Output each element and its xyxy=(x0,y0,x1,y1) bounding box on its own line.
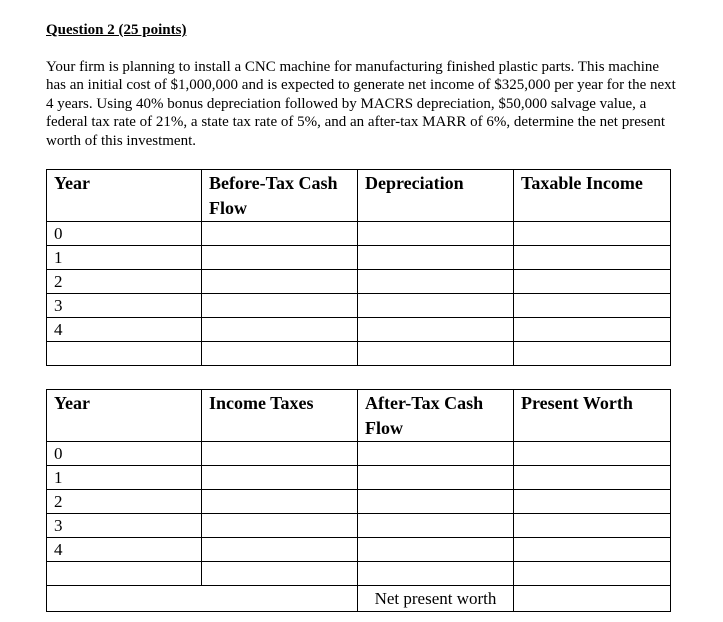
table-row xyxy=(47,342,671,366)
table-header-row xyxy=(47,390,671,442)
answer-cell[interactable] xyxy=(514,222,671,246)
year-cell: 0 xyxy=(47,442,202,466)
answer-cell[interactable] xyxy=(358,466,514,490)
header-taxable-income: Taxable Income xyxy=(514,170,671,222)
year-cell: 2 xyxy=(47,270,202,294)
answer-cell[interactable] xyxy=(358,270,514,294)
depreciation-table xyxy=(46,169,671,366)
answer-cell[interactable] xyxy=(358,514,514,538)
answer-cell[interactable] xyxy=(202,538,358,562)
answer-cell[interactable] xyxy=(514,514,671,538)
header-before-tax-cash-flow: Before-Tax Cash Flow xyxy=(202,170,358,222)
header-year: Year xyxy=(47,390,202,442)
header-present-worth: Present Worth xyxy=(514,390,671,442)
year-cell: 4 xyxy=(47,538,202,562)
year-cell: 3 xyxy=(47,514,202,538)
answer-cell[interactable] xyxy=(202,318,358,342)
answer-cell[interactable] xyxy=(202,466,358,490)
answer-cell[interactable] xyxy=(514,246,671,270)
answer-cell[interactable] xyxy=(514,490,671,514)
npw-row xyxy=(47,586,671,612)
answer-cell[interactable] xyxy=(202,270,358,294)
problem-statement: Your firm is planning to install a CNC machine for manufacturing finished plastic parts. This machine has an initial cost of $1,000,000 and is expected to generate net income of $325,000 per year for the next 4 years. Using 40% bonus depreciation followed by MACRS depreciation, $50,000 salvage value, a federal tax rate of 21%, a state tax rate of 5%, and an after-tax MARR of 6%, determine the net present worth of this investment. xyxy=(46,59,676,149)
answer-cell[interactable] xyxy=(358,294,514,318)
table-row xyxy=(47,294,671,318)
npw-blank xyxy=(47,586,358,612)
answer-cell[interactable] xyxy=(202,294,358,318)
answer-cell[interactable] xyxy=(514,562,671,586)
year-cell: 0 xyxy=(47,222,202,246)
year-cell xyxy=(47,562,202,586)
npw-label: Net present worth xyxy=(358,586,514,612)
answer-cell[interactable] xyxy=(202,562,358,586)
answer-cell[interactable] xyxy=(358,342,514,366)
header-after-tax-cash-flow: After-Tax Cash Flow xyxy=(358,390,514,442)
year-cell xyxy=(47,342,202,366)
answer-cell[interactable] xyxy=(202,246,358,270)
year-cell: 4 xyxy=(47,318,202,342)
answer-cell[interactable] xyxy=(202,222,358,246)
table-row xyxy=(47,538,671,562)
year-cell: 3 xyxy=(47,294,202,318)
answer-cell[interactable] xyxy=(358,562,514,586)
answer-cell[interactable] xyxy=(358,246,514,270)
answer-cell[interactable] xyxy=(202,342,358,366)
question-heading: Question 2 (25 points) xyxy=(46,22,187,38)
after-tax-table xyxy=(46,389,671,612)
answer-cell[interactable] xyxy=(358,490,514,514)
answer-cell[interactable] xyxy=(514,442,671,466)
answer-cell[interactable] xyxy=(358,538,514,562)
table-row xyxy=(47,514,671,538)
answer-cell[interactable] xyxy=(202,442,358,466)
table-row xyxy=(47,222,671,246)
header-income-taxes: Income Taxes xyxy=(202,390,358,442)
table-row xyxy=(47,246,671,270)
answer-cell[interactable] xyxy=(358,442,514,466)
answer-cell[interactable] xyxy=(358,222,514,246)
answer-cell[interactable] xyxy=(514,270,671,294)
table-row xyxy=(47,270,671,294)
npw-value-cell[interactable] xyxy=(514,586,671,612)
answer-cell[interactable] xyxy=(202,514,358,538)
table-row xyxy=(47,466,671,490)
table-row xyxy=(47,318,671,342)
year-cell: 2 xyxy=(47,490,202,514)
answer-cell[interactable] xyxy=(514,318,671,342)
year-cell: 1 xyxy=(47,466,202,490)
answer-cell[interactable] xyxy=(514,294,671,318)
table-row xyxy=(47,442,671,466)
header-year: Year xyxy=(47,170,202,222)
answer-cell[interactable] xyxy=(514,466,671,490)
table-row xyxy=(47,490,671,514)
table-row xyxy=(47,562,671,586)
answer-cell[interactable] xyxy=(358,318,514,342)
header-depreciation: Depreciation xyxy=(358,170,514,222)
answer-cell[interactable] xyxy=(514,342,671,366)
answer-cell[interactable] xyxy=(514,538,671,562)
answer-cell[interactable] xyxy=(202,490,358,514)
table-header-row xyxy=(47,170,671,222)
year-cell: 1 xyxy=(47,246,202,270)
